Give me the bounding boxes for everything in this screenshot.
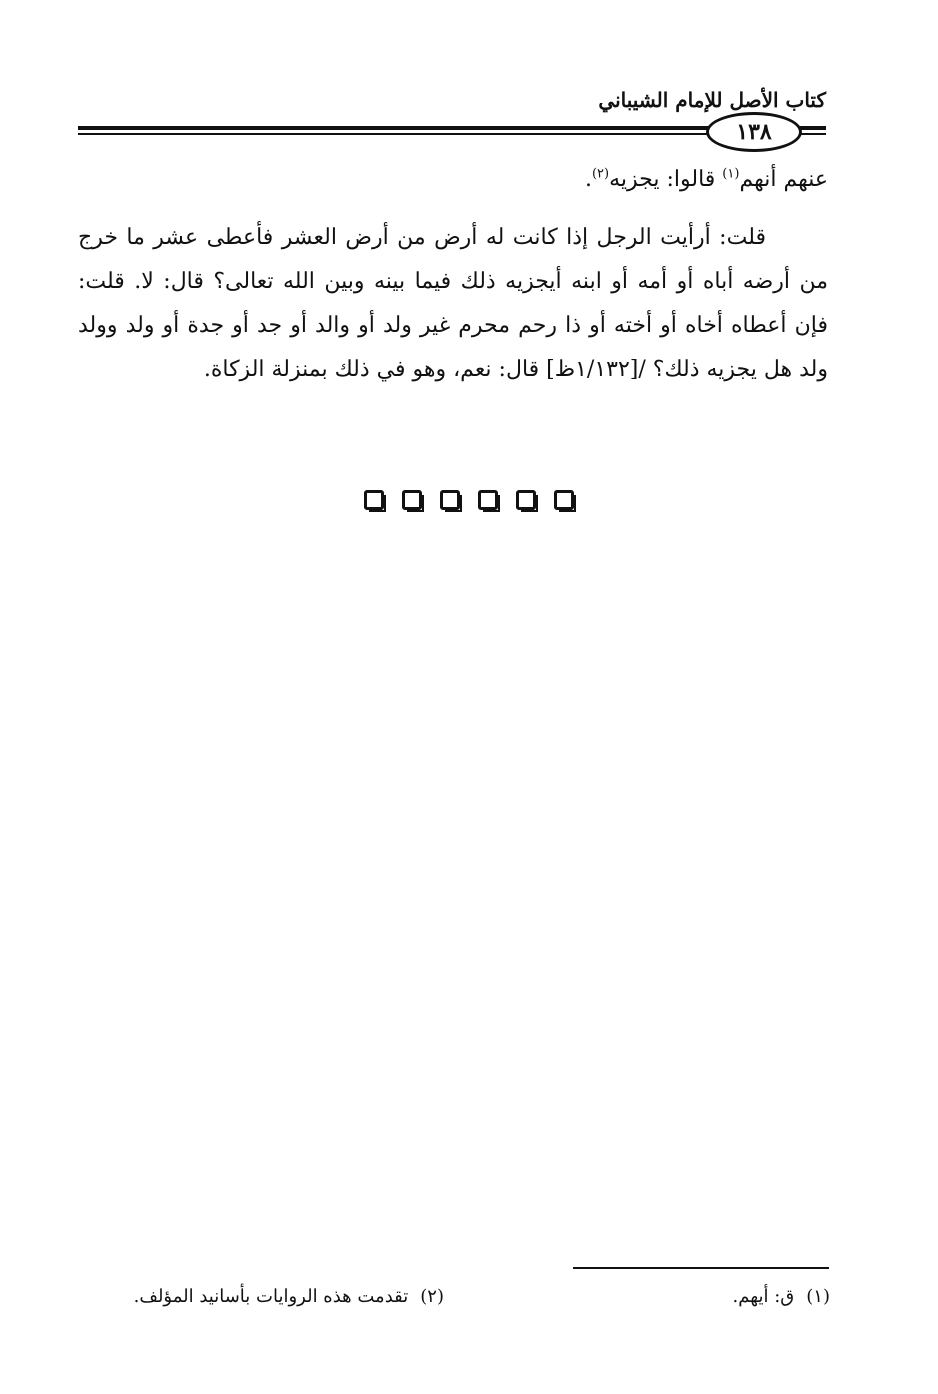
square-ornament-icon xyxy=(516,490,536,510)
footnote-2 xyxy=(134,1286,444,1307)
footnote-ref-2: (٢) xyxy=(591,166,610,182)
p1-text-start: عنهم أنهم xyxy=(739,167,828,192)
footnote-1 xyxy=(733,1286,831,1307)
square-ornament-icon xyxy=(364,490,384,510)
paragraph-continuation xyxy=(78,158,828,202)
section-divider xyxy=(0,490,938,512)
footnote-ref-1: (١) xyxy=(722,166,740,182)
footnote-separator xyxy=(573,1267,829,1269)
page-header xyxy=(78,80,826,158)
square-ornament-icon xyxy=(440,490,460,510)
page-number: ١٣٨ xyxy=(706,112,802,152)
square-ornament-icon xyxy=(402,490,422,510)
footnote-1-text: ق: أيهم. xyxy=(732,1286,795,1307)
footnote-1-number: (١) xyxy=(806,1286,830,1307)
main-text xyxy=(78,158,828,392)
p1-text-end: . xyxy=(584,167,592,192)
p1-text-middle: قالوا: يجزيه xyxy=(609,167,723,192)
footnote-2-number: (٢) xyxy=(420,1286,444,1307)
footnote-2-text: تقدمت هذه الروايات بأسانيد المؤلف. xyxy=(133,1286,409,1307)
square-ornament-icon xyxy=(478,490,498,510)
square-ornament-icon xyxy=(554,490,574,510)
book-title: كتاب الأصل للإمام الشيباني xyxy=(598,88,826,112)
paragraph-question: قلت: أرأيت الرجل إذا كانت له أرض من أرض العشر فأعطى عشر ما خرج من أرضه أباه أو أمه أو ابنه أيجزيه ذلك فيما بينه وبين الله تعالى؟ قال: لا. قلت: فإن أعطاه أخاه أو أخته أو ذا رحم محرم غير ولد أو والد أو جد أو جدة أو ولد وولد ولد هل يجزيه ذلك؟ /[١/١٣٢ظ] قال: نعم، وهو في ذلك بمنزلة الزكاة. xyxy=(78,225,828,382)
